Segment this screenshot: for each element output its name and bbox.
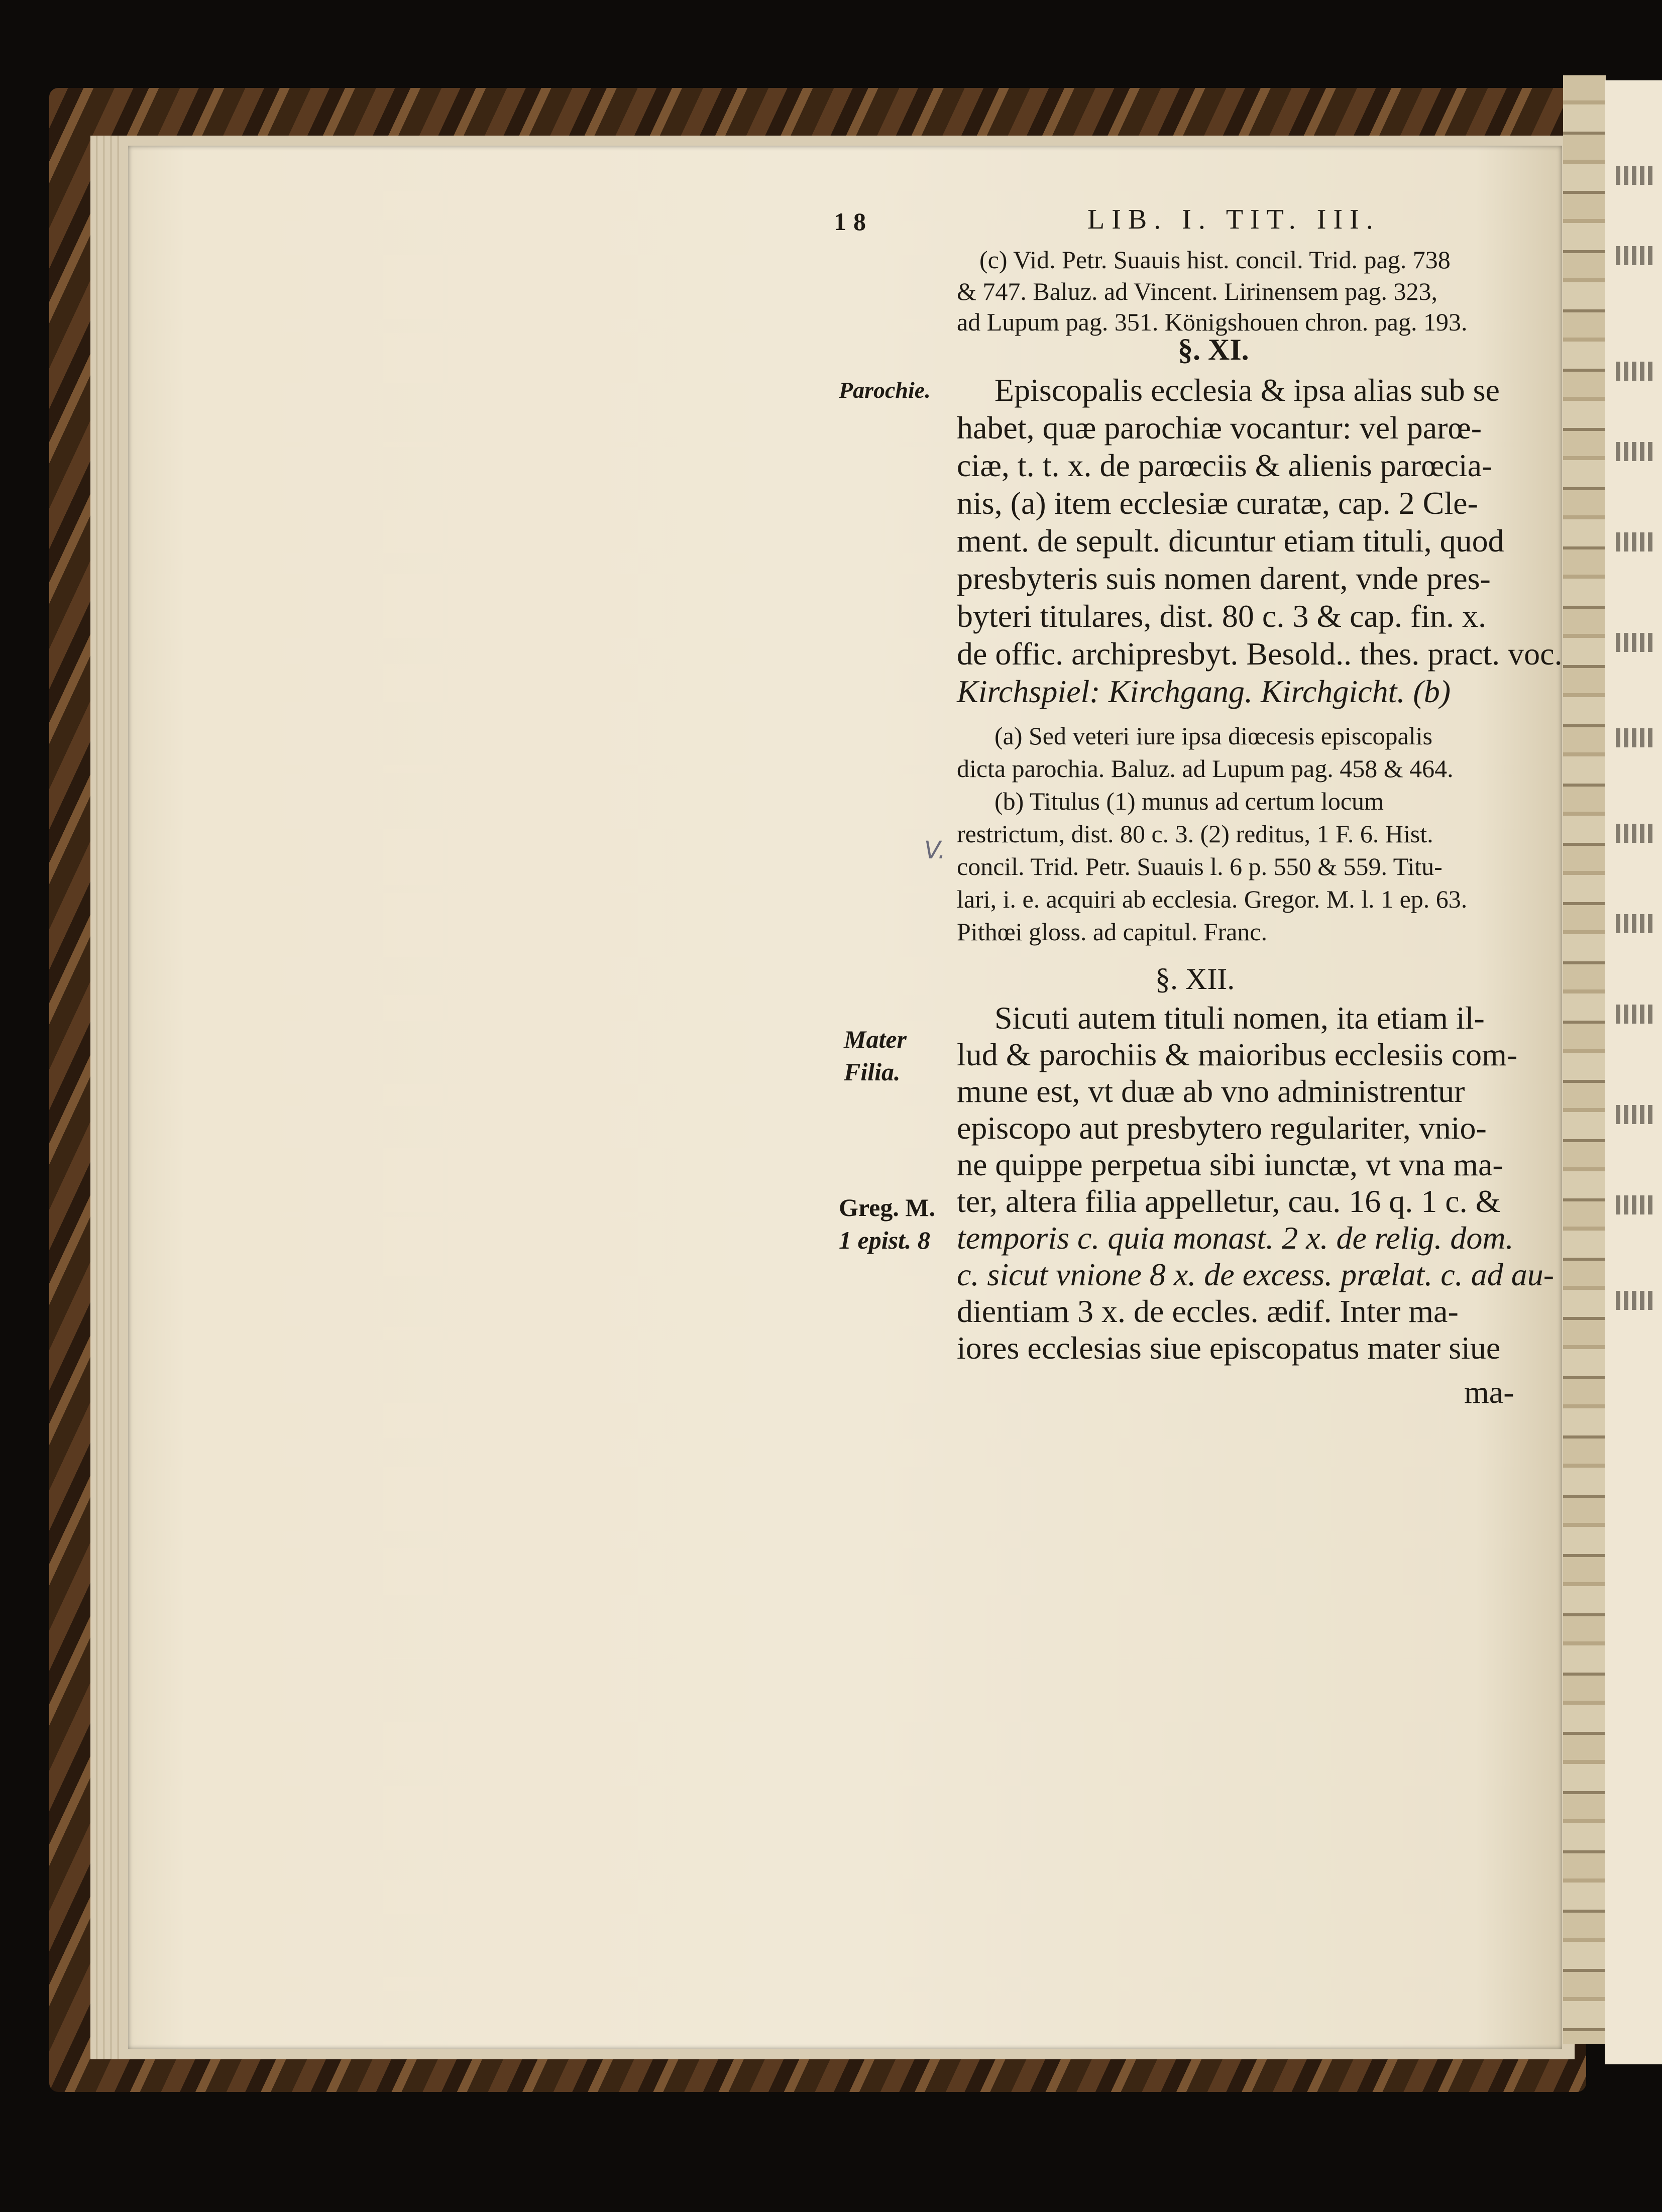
text-line: ter, altera filia appelletur, cau. 16 q. 1 c. & bbox=[957, 1183, 1501, 1219]
note-line: dicta parochia. Baluz. ad Lupum pag. 458 & 464. bbox=[957, 754, 1454, 783]
text-line: ment. de sepult. dicuntur etiam tituli, quod bbox=[957, 523, 1504, 559]
text-line: lud & parochiis & maioribus ecclesiis com- bbox=[957, 1037, 1518, 1072]
text-line: episcopo aut presbytero regulariter, vnio- bbox=[957, 1110, 1487, 1146]
section-heading: §. XII. bbox=[1155, 962, 1235, 996]
page-number: 18 bbox=[834, 207, 873, 236]
running-title: LIB. I. TIT. III. bbox=[1087, 204, 1380, 235]
footnote-line: (c) Vid. Petr. Suauis hist. concil. Trid. pag. 738 bbox=[979, 246, 1451, 274]
pencil-mark: V. bbox=[924, 836, 946, 864]
margin-note: Filia. bbox=[844, 1058, 901, 1086]
text-line: byteri titulares, dist. 80 c. 3 & cap. fin. x. bbox=[957, 598, 1486, 634]
text-line: Episcopalis ecclesia & ipsa alias sub se bbox=[994, 372, 1500, 408]
text-line: Sicuti autem tituli nomen, ita etiam il- bbox=[994, 1000, 1485, 1036]
book-gutter bbox=[1563, 75, 1606, 2044]
note-line: (b) Titulus (1) munus ad certum locum bbox=[994, 787, 1384, 815]
margin-note: Parochie. bbox=[839, 377, 931, 403]
text-line: habet, quæ parochiæ vocantur: vel parœ- bbox=[957, 410, 1482, 446]
text-line: Kirchspiel: Kirchgang. Kirchgicht. (b) bbox=[957, 674, 1451, 709]
text-line: presbyteris suis nomen darent, vnde pres- bbox=[957, 561, 1491, 596]
text-line: nis, (a) item ecclesiæ curatæ, cap. 2 Cle- bbox=[957, 485, 1478, 521]
text-line: c. sicut vnione 8 x. de excess. prælat. c. ad au- bbox=[957, 1257, 1554, 1292]
catchword: ma- bbox=[1464, 1374, 1514, 1410]
text-line: ciæ, t. t. x. de parœciis & alienis parœcia- bbox=[957, 448, 1493, 483]
margin-note: 1 epist. 8 bbox=[839, 1226, 930, 1254]
margin-note: Mater bbox=[844, 1025, 907, 1053]
note-line: concil. Trid. Petr. Suauis l. 6 p. 550 & 559. Titu- bbox=[957, 852, 1443, 880]
text-line: dientiam 3 x. de eccles. ædif. Inter ma- bbox=[957, 1293, 1459, 1329]
text-line: ne quippe perpetua sibi iunctæ, vt vna ma- bbox=[957, 1147, 1503, 1182]
note-line: (a) Sed veteri iure ipsa diœcesis episcopalis bbox=[994, 722, 1432, 750]
footnote-line: & 747. Baluz. ad Vincent. Lirinensem pag. 323, bbox=[957, 277, 1437, 305]
text-line: de offic. archipresbyt. Besold.. thes. pract. voc. bbox=[957, 636, 1563, 672]
footnote-line: ad Lupum pag. 351. Königshouen chron. pag. 193. bbox=[957, 308, 1468, 336]
note-line: lari, i. e. acquiri ab ecclesia. Gregor. M. l. 1 ep. 63. bbox=[957, 885, 1468, 913]
text-line: temporis c. quia monast. 2 x. de relig. dom. bbox=[957, 1220, 1514, 1256]
note-line: restrictum, dist. 80 c. 3. (2) reditus, 1 F. 6. Hist. bbox=[957, 820, 1433, 848]
margin-note: Greg. M. bbox=[839, 1193, 936, 1222]
facing-page-strip bbox=[1605, 80, 1662, 2064]
section-heading: §. XI. bbox=[1178, 333, 1249, 366]
note-line: Pithœi gloss. ad capitul. Franc. bbox=[957, 918, 1267, 946]
text-line: mune est, vt duæ ab vno administrentur bbox=[957, 1073, 1465, 1109]
text-line: iores ecclesias siue episcopatus mater siue bbox=[957, 1330, 1501, 1366]
